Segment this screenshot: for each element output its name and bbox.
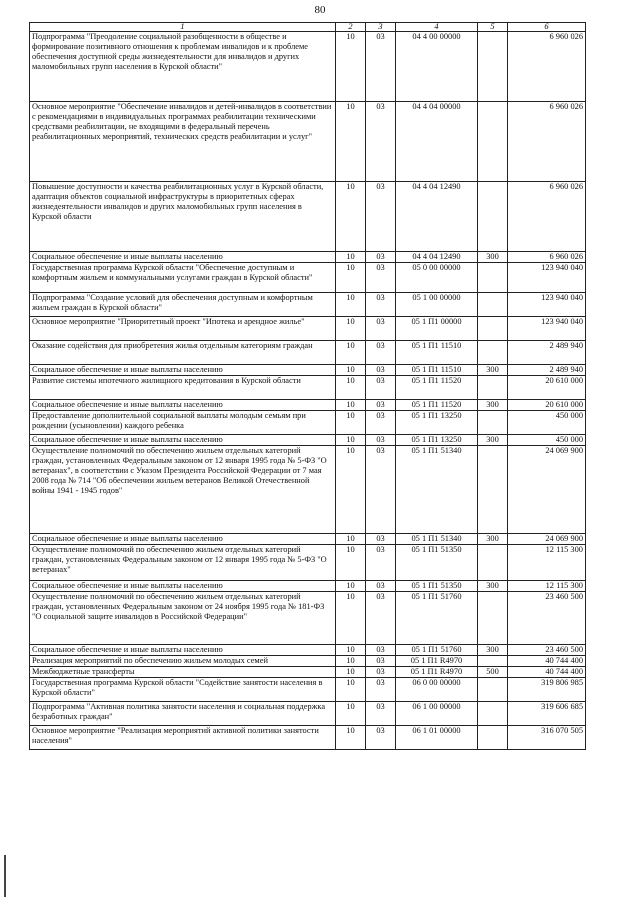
row-section-cell: 10: [336, 252, 366, 263]
row-section-cell: 10: [336, 411, 366, 435]
row-subsection-cell: 03: [366, 545, 396, 581]
row-amount-cell: 319 606 685: [508, 702, 586, 726]
table-row: [30, 534, 586, 545]
row-expense-type-cell: [478, 341, 508, 365]
row-name-cell: Основное мероприятие "Реализация мероприятий активной политики занятости населения": [30, 726, 336, 750]
row-section-cell: 10: [336, 656, 366, 667]
row-target-article-cell: 06 1 00 00000: [396, 702, 478, 726]
row-amount-cell: 450 000: [508, 435, 586, 446]
row-subsection-cell: 03: [366, 726, 396, 750]
row-expense-type-cell: [478, 656, 508, 667]
row-section-cell: 10: [336, 102, 366, 182]
table-row: [30, 317, 586, 341]
row-subsection-cell: 03: [366, 667, 396, 678]
row-section-cell: 10: [336, 435, 366, 446]
table-row: [30, 667, 586, 678]
row-name-cell: Осуществление полномочий по обеспечению жильем отдельных категорий граждан, установленных Федеральным законом от 12 января 1995 года № 5-ФЗ "О ветеранах", в соответствии с Указом Президента Российской Федерации от 7 мая 2008 года № 714 "Об обеспечении жильем ветеранов Великой Отечественной войны 1941 - 1945 годов": [30, 446, 336, 534]
row-section-cell: 10: [336, 293, 366, 317]
row-amount-cell: 6 960 026: [508, 252, 586, 263]
row-section-cell: 10: [336, 365, 366, 376]
row-expense-type-cell: [478, 702, 508, 726]
row-target-article-cell: 05 1 П1 13250: [396, 435, 478, 446]
table-row: [30, 341, 586, 365]
table-row: [30, 545, 586, 581]
row-name-cell: Межбюджетные трансферты: [30, 667, 336, 678]
row-section-cell: 10: [336, 645, 366, 656]
row-amount-cell: 23 460 500: [508, 645, 586, 656]
row-name-cell: Социальное обеспечение и иные выплаты населению: [30, 435, 336, 446]
row-target-article-cell: 04 4 04 12490: [396, 252, 478, 263]
row-target-article-cell: 05 1 П1 51340: [396, 534, 478, 545]
row-expense-type-cell: [478, 376, 508, 400]
row-subsection-cell: 03: [366, 252, 396, 263]
row-subsection-cell: 03: [366, 341, 396, 365]
row-amount-cell: 316 070 505: [508, 726, 586, 750]
row-name-cell: Развитие системы ипотечного жилищного кредитования в Курской области: [30, 376, 336, 400]
row-section-cell: 10: [336, 534, 366, 545]
row-subsection-cell: 03: [366, 182, 396, 252]
row-target-article-cell: 05 0 00 00000: [396, 263, 478, 293]
row-subsection-cell: 03: [366, 411, 396, 435]
row-name-cell: Оказание содействия для приобретения жилья отдельным категориям граждан: [30, 341, 336, 365]
row-expense-type-cell: 300: [478, 400, 508, 411]
row-target-article-cell: 05 1 П1 51350: [396, 581, 478, 592]
table-body: [30, 32, 586, 750]
table-row: [30, 678, 586, 702]
table-header-row: [30, 23, 586, 32]
row-subsection-cell: 03: [366, 365, 396, 376]
row-target-article-cell: 06 1 01 00000: [396, 726, 478, 750]
header-col-1: 1: [30, 23, 336, 32]
row-expense-type-cell: [478, 263, 508, 293]
row-name-cell: Социальное обеспечение и иные выплаты населению: [30, 365, 336, 376]
row-amount-cell: 12 115 300: [508, 581, 586, 592]
row-subsection-cell: 03: [366, 446, 396, 534]
row-subsection-cell: 03: [366, 678, 396, 702]
table-row: [30, 293, 586, 317]
table-row: [30, 32, 586, 102]
row-amount-cell: 40 744 400: [508, 667, 586, 678]
row-expense-type-cell: [478, 545, 508, 581]
row-subsection-cell: 03: [366, 581, 396, 592]
header-col-2: 2: [336, 23, 366, 32]
row-target-article-cell: 04 4 00 00000: [396, 32, 478, 102]
header-col-6: 6: [508, 23, 586, 32]
row-subsection-cell: 03: [366, 592, 396, 645]
row-target-article-cell: 05 1 П1 51350: [396, 545, 478, 581]
row-subsection-cell: 03: [366, 645, 396, 656]
row-expense-type-cell: 500: [478, 667, 508, 678]
row-target-article-cell: 05 1 П1 R4970: [396, 667, 478, 678]
row-expense-type-cell: 300: [478, 365, 508, 376]
row-name-cell: Подпрограмма "Преодоление социальной разобщенности в обществе и формирование позитивного отношения к проблемам инвалидов и к проблеме обеспечения доступной среды жизнедеятельности для инвалидов и других маломобильных групп населения в Курской области": [30, 32, 336, 102]
header-col-3: 3: [366, 23, 396, 32]
row-expense-type-cell: 300: [478, 534, 508, 545]
row-subsection-cell: 03: [366, 32, 396, 102]
table-row: [30, 702, 586, 726]
row-subsection-cell: 03: [366, 534, 396, 545]
table-row: [30, 263, 586, 293]
header-col-4: 4: [396, 23, 478, 32]
row-amount-cell: 20 610 000: [508, 400, 586, 411]
row-name-cell: Государственная программа Курской области "Обеспечение доступным и комфортным жильем и коммунальными услугами граждан в Курской области": [30, 263, 336, 293]
row-target-article-cell: 04 4 04 00000: [396, 102, 478, 182]
row-name-cell: Осуществление полномочий по обеспечению жильем отдельных категорий граждан, установленных Федеральным законом от 24 ноября 1995 года № 181-ФЗ "О социальной защите инвалидов в Российской Федерации": [30, 592, 336, 645]
row-expense-type-cell: 300: [478, 252, 508, 263]
table-row: [30, 376, 586, 400]
row-expense-type-cell: [478, 102, 508, 182]
table-row: [30, 365, 586, 376]
row-section-cell: 10: [336, 545, 366, 581]
table-row: [30, 581, 586, 592]
table-row: [30, 446, 586, 534]
row-name-cell: Социальное обеспечение и иные выплаты населению: [30, 252, 336, 263]
row-subsection-cell: 03: [366, 400, 396, 411]
row-section-cell: 10: [336, 678, 366, 702]
row-section-cell: 10: [336, 32, 366, 102]
row-section-cell: 10: [336, 592, 366, 645]
row-expense-type-cell: [478, 411, 508, 435]
row-amount-cell: 6 960 026: [508, 32, 586, 102]
table-row: [30, 592, 586, 645]
row-section-cell: 10: [336, 726, 366, 750]
row-section-cell: 10: [336, 182, 366, 252]
row-expense-type-cell: [478, 592, 508, 645]
row-name-cell: Предоставление дополнительной социальной выплаты молодым семьям при рождении (усыновлении) каждого ребенка: [30, 411, 336, 435]
table-row: [30, 102, 586, 182]
row-subsection-cell: 03: [366, 435, 396, 446]
row-name-cell: Социальное обеспечение и иные выплаты населению: [30, 645, 336, 656]
row-section-cell: 10: [336, 667, 366, 678]
row-section-cell: 10: [336, 581, 366, 592]
row-subsection-cell: 03: [366, 293, 396, 317]
row-target-article-cell: 05 1 П1 R4970: [396, 656, 478, 667]
row-section-cell: 10: [336, 446, 366, 534]
row-amount-cell: 12 115 300: [508, 545, 586, 581]
row-name-cell: Повышение доступности и качества реабилитационных услуг в Курской области, адаптация объектов социальной инфраструктуры в приоритетных сферах жизнедеятельности инвалидов и других маломобильных групп населения в Курской области: [30, 182, 336, 252]
row-expense-type-cell: [478, 726, 508, 750]
row-target-article-cell: 05 1 П1 11510: [396, 341, 478, 365]
row-subsection-cell: 03: [366, 317, 396, 341]
budget-table: [29, 22, 586, 750]
row-subsection-cell: 03: [366, 102, 396, 182]
row-amount-cell: 6 960 026: [508, 102, 586, 182]
row-section-cell: 10: [336, 702, 366, 726]
row-name-cell: Государственная программа Курской области "Содействие занятости населения в Курской области": [30, 678, 336, 702]
header-col-5: 5: [478, 23, 508, 32]
row-section-cell: 10: [336, 400, 366, 411]
row-amount-cell: 319 806 985: [508, 678, 586, 702]
margin-mark: [4, 855, 6, 897]
row-expense-type-cell: [478, 182, 508, 252]
row-expense-type-cell: [478, 293, 508, 317]
row-target-article-cell: 05 1 П1 11520: [396, 376, 478, 400]
row-section-cell: 10: [336, 317, 366, 341]
row-expense-type-cell: 300: [478, 581, 508, 592]
row-amount-cell: 23 460 500: [508, 592, 586, 645]
row-name-cell: Социальное обеспечение и иные выплаты населению: [30, 581, 336, 592]
row-amount-cell: 40 744 400: [508, 656, 586, 667]
row-target-article-cell: 05 1 П1 51340: [396, 446, 478, 534]
row-expense-type-cell: [478, 678, 508, 702]
row-expense-type-cell: [478, 32, 508, 102]
row-amount-cell: 123 940 040: [508, 263, 586, 293]
row-subsection-cell: 03: [366, 702, 396, 726]
row-name-cell: Основное мероприятие "Приоритетный проект "Ипотека и арендное жилье": [30, 317, 336, 341]
table-row: [30, 411, 586, 435]
row-name-cell: Реализация мероприятий по обеспечению жильем молодых семей: [30, 656, 336, 667]
page-number: 80: [314, 4, 326, 16]
row-amount-cell: 6 960 026: [508, 182, 586, 252]
row-name-cell: Подпрограмма "Создание условий для обеспечения доступным и комфортным жильем граждан в Курской области": [30, 293, 336, 317]
row-target-article-cell: 05 1 П1 13250: [396, 411, 478, 435]
row-amount-cell: 123 940 040: [508, 317, 586, 341]
row-subsection-cell: 03: [366, 656, 396, 667]
row-target-article-cell: 05 1 П1 51760: [396, 592, 478, 645]
row-target-article-cell: 05 1 П1 51760: [396, 645, 478, 656]
table-row: [30, 656, 586, 667]
row-amount-cell: 20 610 000: [508, 376, 586, 400]
row-expense-type-cell: 300: [478, 645, 508, 656]
row-target-article-cell: 05 1 00 00000: [396, 293, 478, 317]
row-target-article-cell: 05 1 П1 00000: [396, 317, 478, 341]
row-name-cell: Социальное обеспечение и иные выплаты населению: [30, 400, 336, 411]
row-name-cell: Подпрограмма "Активная политика занятости населения и социальная поддержка безработных граждан": [30, 702, 336, 726]
row-section-cell: 10: [336, 341, 366, 365]
row-amount-cell: 450 000: [508, 411, 586, 435]
row-section-cell: 10: [336, 263, 366, 293]
table-row: [30, 400, 586, 411]
row-section-cell: 10: [336, 376, 366, 400]
row-expense-type-cell: [478, 317, 508, 341]
row-name-cell: Социальное обеспечение и иные выплаты населению: [30, 534, 336, 545]
table-row: [30, 645, 586, 656]
row-name-cell: Осуществление полномочий по обеспечению жильем отдельных категорий граждан, установленных Федеральным законом от 12 января 1995 года № 5-ФЗ "О ветеранах": [30, 545, 336, 581]
row-target-article-cell: 06 0 00 00000: [396, 678, 478, 702]
row-target-article-cell: 04 4 04 12490: [396, 182, 478, 252]
row-amount-cell: 24 069 900: [508, 446, 586, 534]
row-expense-type-cell: 300: [478, 435, 508, 446]
row-expense-type-cell: [478, 446, 508, 534]
row-amount-cell: 2 489 940: [508, 341, 586, 365]
row-subsection-cell: 03: [366, 263, 396, 293]
table-row: [30, 726, 586, 750]
row-subsection-cell: 03: [366, 376, 396, 400]
table-row: [30, 435, 586, 446]
row-target-article-cell: 05 1 П1 11510: [396, 365, 478, 376]
row-name-cell: Основное мероприятие "Обеспечение инвалидов и детей-инвалидов в соответствии с рекомендациями в индивидуальных программах реабилитации техническими средствами реабилитации, не входящими в федеральный перечень реабилитационных мероприятий, технических средств реабилитации и услуг": [30, 102, 336, 182]
row-amount-cell: 24 069 900: [508, 534, 586, 545]
row-amount-cell: 123 940 040: [508, 293, 586, 317]
row-target-article-cell: 05 1 П1 11520: [396, 400, 478, 411]
row-amount-cell: 2 489 940: [508, 365, 586, 376]
table-row: [30, 252, 586, 263]
table-row: [30, 182, 586, 252]
